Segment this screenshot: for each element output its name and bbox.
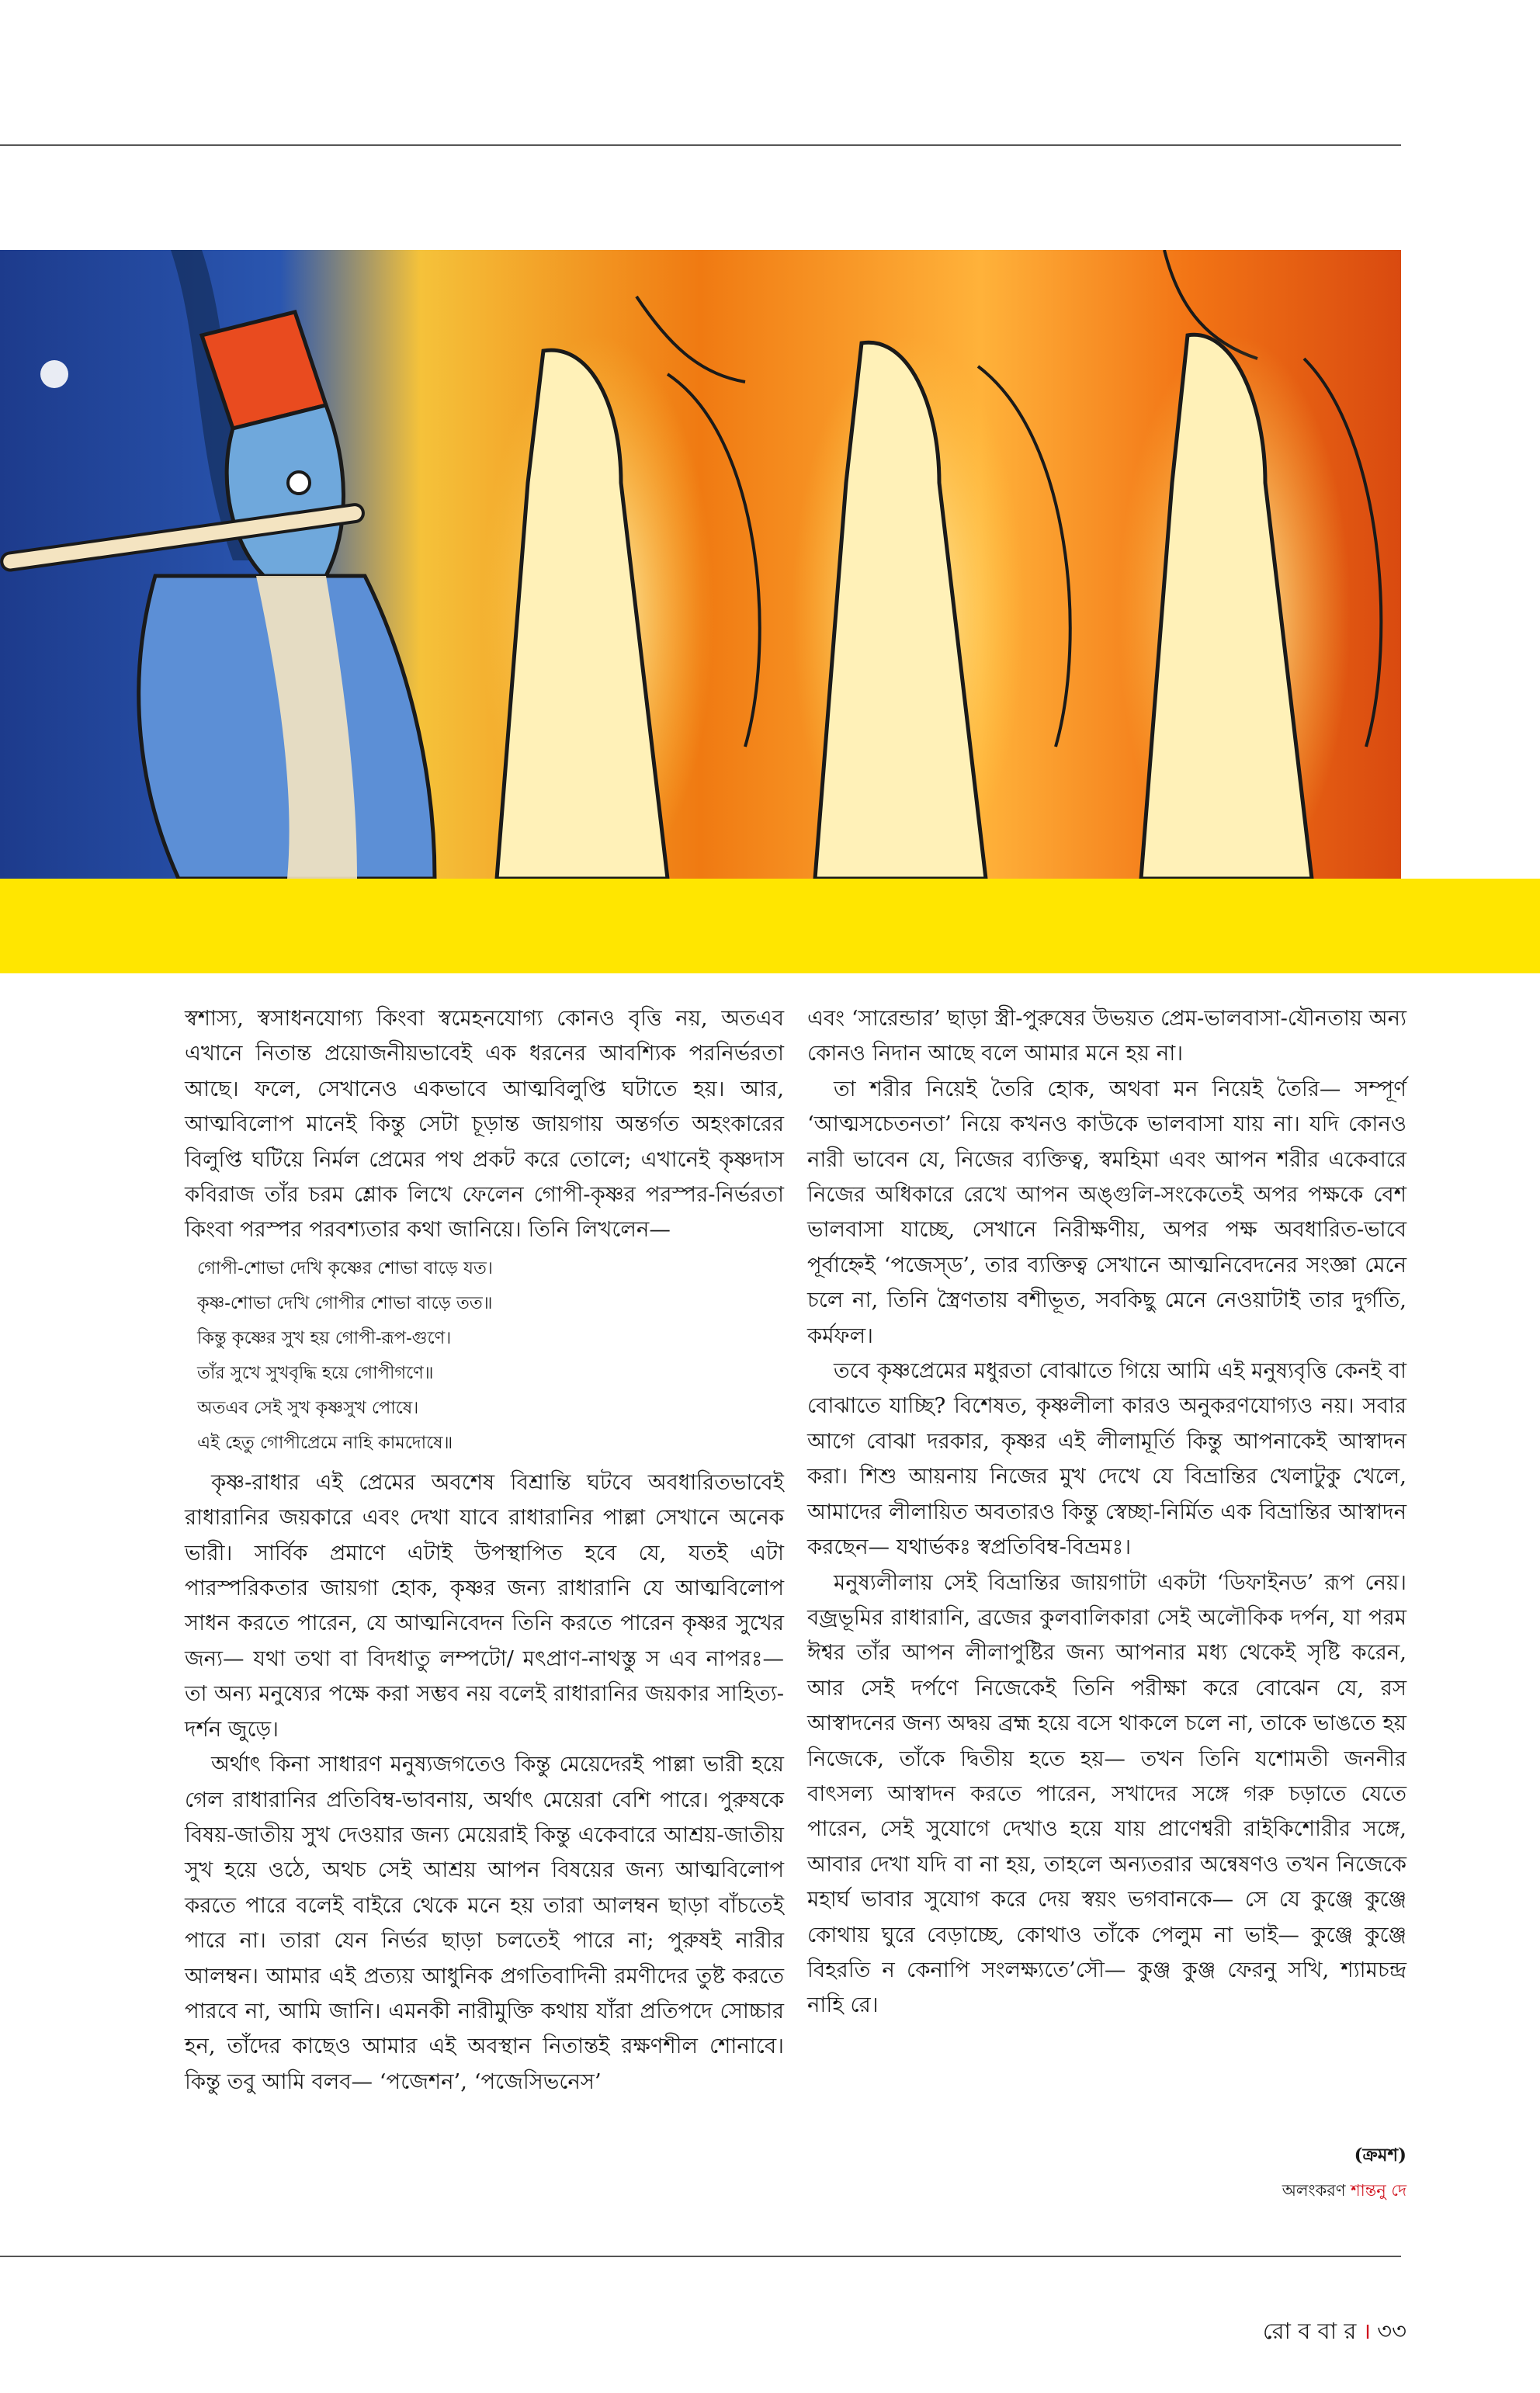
credit-prefix: অলংকরণ: [1282, 2181, 1346, 2200]
to-be-continued: (ক্রমশ): [1354, 2145, 1406, 2166]
magazine-name: রো ব বা র: [1262, 2318, 1357, 2344]
left-column: [185, 1001, 784, 2100]
verse-line: তাঁর সুখে সুখবৃদ্ধি হয়ে গোপীগণে॥: [197, 1362, 434, 1383]
credit-name: শান্তনু দে: [1351, 2181, 1406, 2200]
verse-line: গোপী-শোভা দেখি কৃষ্ণের শোভা বাড়ে যত।: [197, 1257, 493, 1278]
paragraph: মনুষ্যলীলায় সেই বিভ্রান্তির জায়গাটা একটা ‘ডিফাইনড’ রূপ নেয়। বজ্রভূমির রাধারানি, ব্রজের কুলবালিকারা সেই অলৌকিক দর্পন, যা পরম ঈশ্বর তাঁর আপন লীলাপুষ্টির জন্য আপনার মধ্য থেকেই সৃষ্টি করেন, আর সেই দর্পণে নিজেকেই তিনি পরীক্ষা করে বোঝেন যে, রস আস্বাদনের জন্য অদ্বয় ব্রহ্ম হয়ে বসে থাকলে চলে না, তাকে ভাঙতে হয় নিজেকে, তাঁকে দ্বিতীয় হতে হয়— তখন তিনি যশোমতী জননীর বাৎসল্য আস্বাদন করতে পারেন, সখাদের সঙ্গে গরু চড়াতে যেতে পারেন, সেই সুযোগে দেখাও হয়ে যায় প্রাণেশ্বরী রাইকিশোরীর সঙ্গে, আবার দেখা যদি বা না হয়, তাহলে অন্যতরার অন্বেষণও তখন নিজেকে মহার্ঘ ভাবার সুযোগ করে দেয় স্বয়ং ভগবানকে— সে যে কুঞ্জে কুঞ্জে কোথায় ঘুরে বেড়াচ্ছে, কোথাও তাঁকে পেলুম না ভাই— কুঞ্জে কুঞ্জে বিহরতি ন কেনাপি সংলক্ষ্যতে’সৌ— কুঞ্জ কুঞ্জ ফেরনু সখি, শ্যামচন্দ্র নাহি রে।: [807, 1569, 1406, 2018]
verse-line: এই হেতু গোপীপ্রেমে নাহি কামদোষে॥: [197, 1432, 453, 1453]
paragraph: তবে কৃষ্ণপ্রেমের মধুরতা বোঝাতে গিয়ে আমি এই মনুষ্যবৃত্তি কেনই বা বোঝাতে যাচ্ছি? বিশেষত, কৃষ্ণলীলা কারও অনুকরণযোগ্যও নয়। সবার আগে বোঝা দরকার, কৃষ্ণর এই লীলামূর্তি কিন্তু আপনাকেই আস্বাদন করা। শিশু আয়নায় নিজের মুখ দেখে যে বিভ্রান্তির খেলাটুকু খেলে, আমাদের লীলায়িত অবতারও কিন্তু স্বেচ্ছা-নির্মিত এক বিভ্রান্তির আস্বাদন করছেন— যথার্ভকঃ স্বপ্রতিবিম্ব-বিভ্রমঃ।: [807, 1358, 1406, 1560]
illustration-krishna-gopis: [0, 250, 1401, 879]
paragraph: অর্থাৎ কিনা সাধারণ মনুষ্যজগতেও কিন্তু মেয়েদেরই পাল্লা ভারী হয়ে গেল রাধারানির প্রতিবিম্ব-ভাবনায়, অর্থাৎ মেয়েরা বেশি পারে। পুরুষকে বিষয়-জাতীয় সুখ দেওয়ার জন্য মেয়েরাই কিন্তু একেবারে আশ্রয়-জাতীয় সুখ হয়ে ওঠে, অথচ সেই আশ্রয় আপন বিষয়ের জন্য আত্মবিলোপ করতে পারে বলেই বাইরে থেকে মনে হয় তারা আলম্বন ছাড়া বাঁচতেই পারে না। তারা যেন নির্ভর ছাড়া চলতেই পারে না; পুরুষই নারীর আলম্বন। আমার এই প্রত্যয় আধুনিক প্রগতিবাদিনী রমণীদের তুষ্ট করতে পারবে না, আমি জানি। এমনকী নারীমুক্তি কথায় যাঁরা প্রতিপদে সোচ্চার হন, তাঁদের কাছেও আমার এই অবস্থান নিতান্তই রক্ষণশীল শোনাবে। কিন্তু তবু আমি বলব— ‘পজেশন’, ‘পজেসিভনেস’: [185, 1752, 784, 2094]
bottom-rule: [0, 2256, 1401, 2257]
verse-block: [185, 1251, 784, 1461]
paragraph: এবং ‘সারেন্ডার’ ছাড়া স্ত্রী-পুরুষের উভয়ত প্রেম-ভালবাসা-যৌনতায় অন্য কোনও নিদান আছে বলে আমার মনে হয় না।: [807, 1006, 1406, 1066]
illustration-credit: [807, 2178, 1406, 2205]
verse-line: কৃষ্ণ-শোভা দেখি গোপীর শোভা বাড়ে তত॥: [197, 1292, 493, 1313]
top-rule: [0, 144, 1401, 146]
verse-line: কিন্তু কৃষ্ণের সুখ হয় গোপী-রূপ-গুণে।: [197, 1327, 452, 1348]
paragraph: তা শরীর নিয়েই তৈরি হোক, অথবা মন নিয়েই তৈরি— সম্পূর্ণ ‘আত্মসচেতনতা’ নিয়ে কখনও কাউকে ভালবাসা যায় না। যদি কোনও নারী ভাবেন যে, নিজের ব্যক্তিত্ব, স্বমহিমা এবং আপন শরীর একেবারে নিজের অধিকারে রেখে আপন অঙ্গুলি-সংকেতেই অপর পক্ষকে বেশ ভালবাসা যাচ্ছে, সেখানে নিরীক্ষণীয়, অপর পক্ষ অবধারিত-ভাবে পূর্বাহ্নেই ‘পজেস্ড’, তার ব্যক্তিত্ব সেখানে আত্মনিবেদনের সংজ্ঞা মেনে চলে না, তিনি স্ত্রৈণতায় বশীভূত, সবকিছু মেনে নেওয়াটাই তার দুর্গতি, কর্মফল।: [807, 1076, 1406, 1348]
verse-line: অতএব সেই সুখ কৃষ্ণসুখ পোষে।: [197, 1397, 419, 1418]
page-number: ৩৩: [1377, 2318, 1406, 2344]
footer-separator: ।: [1362, 2318, 1372, 2344]
page-footer: [1087, 2314, 1406, 2352]
yellow-band: [0, 879, 1540, 973]
paragraph: কৃষ্ণ-রাধার এই প্রেমের অবশেষ বিশ্রান্তি ঘটবে অবধারিতভাবেই রাধারানির জয়কারে এবং দেখা যাবে রাধারানির পাল্লা সেখানে অনেক ভারী। সার্বিক প্রমাণে এটাই উপস্থাপিত হবে যে, যতই এটা পারস্পরিকতার জায়গা হোক, কৃষ্ণর জন্য রাধারানি যে আত্মবিলোপ সাধন করতে পারেন, যে আত্মনিবেদন তিনি করতে পারেন কৃষ্ণর সুখের জন্য— যথা তথা বা বিদধাতু লম্পটো/ মৎপ্রাণ-নাথস্তু স এব নাপরঃ— তা অন্য মনুষ্যের পক্ষে করা সম্ভব নয় বলেই রাধারানির জয়কার সাহিত্য-দর্শন জুড়ে।: [185, 1469, 784, 1742]
paragraph: স্বশাস্য, স্বসাধনযোগ্য কিংবা স্বমেহনযোগ্য কোনও বৃত্তি নয়, অতএব এখানে নিতান্ত প্রয়োজনীয়ভাবেই এক ধরনের আবশ্যিক পরনির্ভরতা আছে। ফলে, সেখানেও একভাবে আত্মবিলুপ্তি ঘটাতে হয়। আর, আত্মবিলোপ মানেই কিন্তু সেটা চূড়ান্ত জায়গায় অন্তর্গত অহংকারের বিলুপ্তি ঘটিয়ে নির্মল প্রেমের পথ প্রকট করে তোলে; এখানেই কৃষ্ণদাস কবিরাজ তাঁর চরম শ্লোক লিখে ফেলেন গোপী-কৃষ্ণর পরস্পর-নির্ভরতা কিংবা পরস্পর পরবশ্যতার কথা জানিয়ে। তিনি লিখলেন—: [185, 1006, 784, 1243]
right-column: [807, 1001, 1406, 2024]
